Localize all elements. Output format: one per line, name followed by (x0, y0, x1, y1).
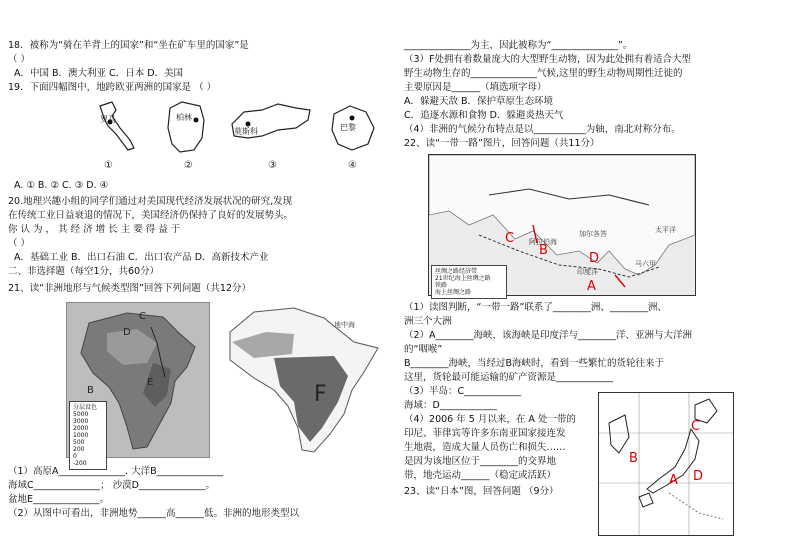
q21-part3-3: 主要原因是______（填选项字母） (404, 82, 547, 93)
belt-label-a: A (587, 279, 596, 294)
kyushu-outline (639, 493, 653, 507)
legend-row: 200 (73, 446, 85, 453)
legend-row: 铁路 (435, 282, 448, 289)
place-pacific: 太平洋 (655, 226, 676, 234)
place-malacca: 马六甲 (635, 260, 656, 268)
q21-stem: 21、读“非洲地形与气候类型图”回答下列问题（共12分） (8, 283, 252, 294)
q21-part3-1: （3）F处拥有着数量庞大的大型野生动物，因为此处拥有着适合大型 (404, 54, 692, 65)
q18-stem: 18．被称为“骑在羊背上的国家”和“坐在矿车里的国家”是 (8, 40, 249, 51)
q22-part4-4: 是因为该地区位于________的交界地 (404, 456, 557, 467)
climate-label-mediterranean: 地中海 (334, 321, 355, 329)
africa-label-d: D (123, 327, 131, 338)
q21-part2-cont: ______________为主，因此被称为“______________”。 (404, 40, 633, 51)
belt-road-legend (431, 265, 507, 299)
q18-answer: （ ） (8, 54, 31, 65)
q22-part4-3: 生地震，造成大量人员伤亡和损失…… (404, 442, 566, 453)
map-number-2: ② (184, 160, 193, 171)
legend-row: -200 (73, 460, 87, 467)
q20-stem-3: 你 认 为 ， 其 经 济 增 长 主 要 得 益 于 (8, 224, 181, 235)
country-outlines (82, 98, 382, 172)
africa-label-b: B (87, 385, 94, 396)
japan-label-b: B (629, 451, 638, 466)
legend-row: 1000 (73, 432, 89, 439)
legend-row: 0 (73, 453, 77, 460)
japan-label-d: D (693, 469, 704, 484)
legend-row: 500 (73, 439, 85, 446)
q18-options: A．中国 B．澳大利亚 C．日本 D．美国 (14, 68, 184, 79)
country-outline-maps (82, 98, 382, 172)
legend-row: 海上丝绸之路 (435, 289, 472, 296)
city-paris: 巴黎 (340, 123, 356, 132)
legend-row: 5000 (73, 411, 89, 418)
climate-label-f: F (314, 382, 327, 407)
q20-stem-1: 20.地理兴趣小组的同学们通过对美国现代经济发展状况的研究,发现 (8, 196, 293, 207)
legend-row: 21世纪海上丝绸之路 (435, 275, 491, 282)
paris-dot (350, 116, 355, 121)
q21-part1-line2: 海域C______________； 沙漠D______________。 (8, 480, 215, 491)
belt-label-d: D (589, 251, 600, 266)
q21-part3-opt1: A．躲避天敌 B．保护草原生态环境 (404, 96, 554, 107)
japan-shape (599, 393, 733, 535)
section-heading: 二、非选择题（每空1分，共60分） (8, 266, 160, 277)
germany-outline (168, 102, 204, 152)
map-number-3: ③ (268, 160, 277, 171)
belt-road-map (428, 154, 696, 296)
legend-title: 分层设色 (73, 404, 98, 411)
italy-outline (100, 102, 134, 150)
africa-climate-map (214, 302, 382, 456)
africa-climate-shape (214, 302, 382, 456)
map-number-4: ④ (348, 160, 357, 171)
q22-stem: 22、读“一带一路”图片，回答问题（共11分） (404, 138, 600, 149)
q22-part2-1: （2）A________海峡，该海峡是印度洋与________洋、亚洲与大洋洲 (404, 330, 693, 341)
place-arabian-sea: 阿拉伯海 (529, 238, 557, 246)
q20-options: A．基础工业 B．出口石油 C．出口农产品 D．高新技术产业 (14, 252, 269, 263)
japan-map (598, 392, 734, 536)
legend-row: 3000 (73, 418, 89, 425)
africa-terrain-map (66, 302, 210, 467)
place-kolkata: 加尔各答 (579, 230, 607, 238)
q22-part3-2: 海域：D____________ (404, 400, 497, 411)
city-rome: 罗马 (100, 115, 116, 124)
place-indian-ocean: 印度洋 (577, 268, 598, 276)
q22-part3-1: （3）半岛：C____________ (404, 386, 522, 397)
japan-label-c: C (691, 419, 701, 434)
berlin-dot (194, 118, 199, 123)
city-moscow: 莫斯科 (234, 127, 258, 136)
q22-part2-3: B________海峡，当经过B海峡时，看到一些繁忙的货轮往来于 (404, 358, 665, 369)
q20-stem-2: 在传统工业日益衰退的情况下，美国经济仍保持了良好的发展势头。 (8, 210, 294, 221)
africa-label-e: E (147, 377, 154, 388)
legend-row: 2000 (73, 425, 89, 432)
q19-options: A. ① B. ② C. ③ D. ④ (14, 180, 109, 191)
q22-part1-1: （1）读图判断，“一带一路”联系了________洲、________洲、 (404, 302, 667, 313)
africa-legend (69, 401, 107, 470)
map-number-1: ① (104, 160, 113, 171)
q20-answer: （ ） (8, 238, 31, 249)
q21-part2: （2）从图中可看出，非洲地势______高______低。非洲的地形类型以 (8, 508, 300, 519)
legend-row: 丝绸之路经济带 (435, 268, 478, 275)
q21-part3-opt2: C．追逐水源和食物 D．躲避炎热天气 (404, 110, 564, 121)
q21-part4: （4）非洲的气候分布特点是以___________为轴，南北对称分布。 (404, 124, 681, 135)
q19-stem: 19．下面四幅图中，地跨欧亚两洲的国家是 （ ） (8, 82, 217, 93)
q22-part4-1: （4）2006 年 5 月以来，在 A 处一带的 (404, 414, 576, 425)
q22-part2-2: 的“咽喉” (404, 344, 443, 355)
africa-label-c: C (139, 311, 146, 322)
q21-part1-line3: 盆地E______________。 (8, 494, 110, 505)
q22-part2-4: 这里，货轮最可能运输的矿产资源是____________ (404, 372, 614, 383)
belt-label-b: B (539, 243, 548, 258)
belt-label-c: C (505, 231, 515, 246)
korea-outline (609, 415, 629, 453)
q22-part1-2: 洲三个大洲 (404, 316, 452, 327)
q21-part1-line1: （1）高原A______________. 大洋B______________ (8, 466, 224, 477)
q23-stem: 23、读“日本”图，回答问题 （9分） (404, 486, 559, 497)
q22-part4-5: 带，地壳运动______（稳定或活跃） (404, 470, 557, 481)
q21-part3-2: 野生动物生存的______________气候,这里的野生动物周期性迁徙的 (404, 68, 683, 79)
q22-part4-2: 印尼、菲律宾等许多东南亚国家接连发 (404, 428, 566, 439)
city-berlin: 柏林 (176, 113, 192, 122)
arrow-a (615, 275, 625, 287)
japan-label-a: A (669, 473, 678, 488)
